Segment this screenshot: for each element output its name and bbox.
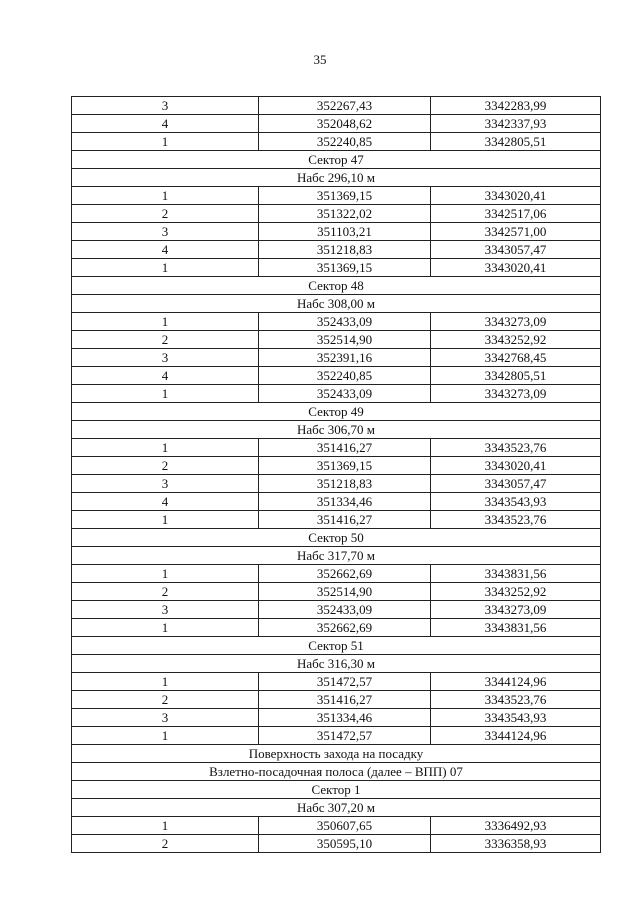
surface-heading: Взлетно-посадочная полоса (далее – ВПП) 07 (72, 763, 601, 781)
x-coordinate-cell: 352391,16 (259, 349, 431, 367)
point-number-cell: 3 (72, 475, 259, 493)
table-row (72, 565, 601, 583)
point-number-cell: 3 (72, 97, 259, 115)
table-row (72, 223, 601, 241)
sector-title-row (72, 403, 601, 421)
table-row (72, 241, 601, 259)
point-number-cell: 4 (72, 493, 259, 511)
table-row (72, 457, 601, 475)
point-number-cell: 1 (72, 385, 259, 403)
table-row (72, 475, 601, 493)
y-coordinate-cell: 3336358,93 (431, 835, 601, 853)
point-number-cell: 2 (72, 457, 259, 475)
sector-title: Сектор 47 (72, 151, 601, 169)
x-coordinate-cell: 350595,10 (259, 835, 431, 853)
point-number-cell: 2 (72, 835, 259, 853)
point-number-cell: 3 (72, 223, 259, 241)
point-number-cell: 1 (72, 133, 259, 151)
x-coordinate-cell: 352433,09 (259, 313, 431, 331)
x-coordinate-cell: 351472,57 (259, 727, 431, 745)
sector-title: Сектор 50 (72, 529, 601, 547)
point-number-cell: 1 (72, 619, 259, 637)
point-number-cell: 1 (72, 511, 259, 529)
point-number-cell: 1 (72, 817, 259, 835)
point-number-cell: 1 (72, 565, 259, 583)
point-number-cell: 3 (72, 601, 259, 619)
sector-height-row (72, 421, 601, 439)
x-coordinate-cell: 352267,43 (259, 97, 431, 115)
sector-title-row (72, 529, 601, 547)
y-coordinate-cell: 3343057,47 (431, 241, 601, 259)
x-coordinate-cell: 352240,85 (259, 367, 431, 385)
table-row (72, 511, 601, 529)
x-coordinate-cell: 351218,83 (259, 475, 431, 493)
y-coordinate-cell: 3343252,92 (431, 331, 601, 349)
sector-height: Набс 307,20 м (72, 799, 601, 817)
sector-height: Набс 306,70 м (72, 421, 601, 439)
table-row (72, 439, 601, 457)
table-row (72, 673, 601, 691)
y-coordinate-cell: 3342805,51 (431, 133, 601, 151)
sector-title-row (72, 637, 601, 655)
table-row (72, 313, 601, 331)
point-number-cell: 1 (72, 313, 259, 331)
coordinates-table (71, 96, 601, 853)
x-coordinate-cell: 351369,15 (259, 187, 431, 205)
y-coordinate-cell: 3343020,41 (431, 187, 601, 205)
x-coordinate-cell: 351218,83 (259, 241, 431, 259)
table-row (72, 619, 601, 637)
y-coordinate-cell: 3343523,76 (431, 511, 601, 529)
table-row (72, 205, 601, 223)
y-coordinate-cell: 3342517,06 (431, 205, 601, 223)
table-row (72, 601, 601, 619)
point-number-cell: 2 (72, 691, 259, 709)
y-coordinate-cell: 3343831,56 (431, 565, 601, 583)
sector-height-row (72, 799, 601, 817)
y-coordinate-cell: 3343543,93 (431, 709, 601, 727)
table-row (72, 367, 601, 385)
table-row (72, 835, 601, 853)
y-coordinate-cell: 3336492,93 (431, 817, 601, 835)
table-row (72, 583, 601, 601)
x-coordinate-cell: 351416,27 (259, 439, 431, 457)
y-coordinate-cell: 3343831,56 (431, 619, 601, 637)
sector-height: Набс 316,30 м (72, 655, 601, 673)
x-coordinate-cell: 351416,27 (259, 691, 431, 709)
y-coordinate-cell: 3342283,99 (431, 97, 601, 115)
point-number-cell: 1 (72, 727, 259, 745)
sector-title: Сектор 49 (72, 403, 601, 421)
point-number-cell: 1 (72, 259, 259, 277)
y-coordinate-cell: 3342768,45 (431, 349, 601, 367)
sector-title: Сектор 51 (72, 637, 601, 655)
table-row (72, 331, 601, 349)
x-coordinate-cell: 352433,09 (259, 385, 431, 403)
point-number-cell: 2 (72, 331, 259, 349)
surface-heading: Поверхность захода на посадку (72, 745, 601, 763)
x-coordinate-cell: 351416,27 (259, 511, 431, 529)
x-coordinate-cell: 352662,69 (259, 565, 431, 583)
y-coordinate-cell: 3343543,93 (431, 493, 601, 511)
table-row (72, 115, 601, 133)
y-coordinate-cell: 3342337,93 (431, 115, 601, 133)
table-row (72, 709, 601, 727)
y-coordinate-cell: 3343273,09 (431, 385, 601, 403)
sector-title-row (72, 151, 601, 169)
y-coordinate-cell: 3343273,09 (431, 313, 601, 331)
table-row (72, 385, 601, 403)
x-coordinate-cell: 352048,62 (259, 115, 431, 133)
table-row (72, 349, 601, 367)
x-coordinate-cell: 351334,46 (259, 709, 431, 727)
table-row (72, 727, 601, 745)
sector-title: Сектор 48 (72, 277, 601, 295)
point-number-cell: 3 (72, 709, 259, 727)
x-coordinate-cell: 352662,69 (259, 619, 431, 637)
point-number-cell: 4 (72, 241, 259, 259)
table-row (72, 817, 601, 835)
table-row (72, 259, 601, 277)
y-coordinate-cell: 3343020,41 (431, 457, 601, 475)
point-number-cell: 4 (72, 115, 259, 133)
x-coordinate-cell: 351322,02 (259, 205, 431, 223)
point-number-cell: 2 (72, 205, 259, 223)
point-number-cell: 3 (72, 349, 259, 367)
x-coordinate-cell: 352514,90 (259, 583, 431, 601)
sector-height-row (72, 655, 601, 673)
table-row (72, 691, 601, 709)
sector-height-row (72, 295, 601, 313)
sector-height: Набс 296,10 м (72, 169, 601, 187)
x-coordinate-cell: 352514,90 (259, 331, 431, 349)
y-coordinate-cell: 3344124,96 (431, 673, 601, 691)
y-coordinate-cell: 3343252,92 (431, 583, 601, 601)
point-number-cell: 1 (72, 439, 259, 457)
y-coordinate-cell: 3343523,76 (431, 691, 601, 709)
y-coordinate-cell: 3344124,96 (431, 727, 601, 745)
page-number: 35 (313, 52, 327, 67)
y-coordinate-cell: 3342571,00 (431, 223, 601, 241)
sector-title-row (72, 277, 601, 295)
sector-title: Сектор 1 (72, 781, 601, 799)
sector-height-row (72, 169, 601, 187)
surface-heading-row (72, 745, 601, 763)
surface-heading-row (72, 763, 601, 781)
sector-height-row (72, 547, 601, 565)
table-row (72, 493, 601, 511)
x-coordinate-cell: 351103,21 (259, 223, 431, 241)
y-coordinate-cell: 3342805,51 (431, 367, 601, 385)
x-coordinate-cell: 351369,15 (259, 457, 431, 475)
x-coordinate-cell: 352240,85 (259, 133, 431, 151)
table-row (72, 187, 601, 205)
y-coordinate-cell: 3343523,76 (431, 439, 601, 457)
sector-height: Набс 308,00 м (72, 295, 601, 313)
point-number-cell: 1 (72, 673, 259, 691)
point-number-cell: 4 (72, 367, 259, 385)
y-coordinate-cell: 3343273,09 (431, 601, 601, 619)
x-coordinate-cell: 350607,65 (259, 817, 431, 835)
y-coordinate-cell: 3343057,47 (431, 475, 601, 493)
table-row (72, 133, 601, 151)
sector-title-row (72, 781, 601, 799)
x-coordinate-cell: 351334,46 (259, 493, 431, 511)
x-coordinate-cell: 352433,09 (259, 601, 431, 619)
y-coordinate-cell: 3343020,41 (431, 259, 601, 277)
point-number-cell: 1 (72, 187, 259, 205)
x-coordinate-cell: 351369,15 (259, 259, 431, 277)
sector-height: Набс 317,70 м (72, 547, 601, 565)
point-number-cell: 2 (72, 583, 259, 601)
x-coordinate-cell: 351472,57 (259, 673, 431, 691)
table-row (72, 97, 601, 115)
coordinates-table-body (72, 97, 601, 853)
